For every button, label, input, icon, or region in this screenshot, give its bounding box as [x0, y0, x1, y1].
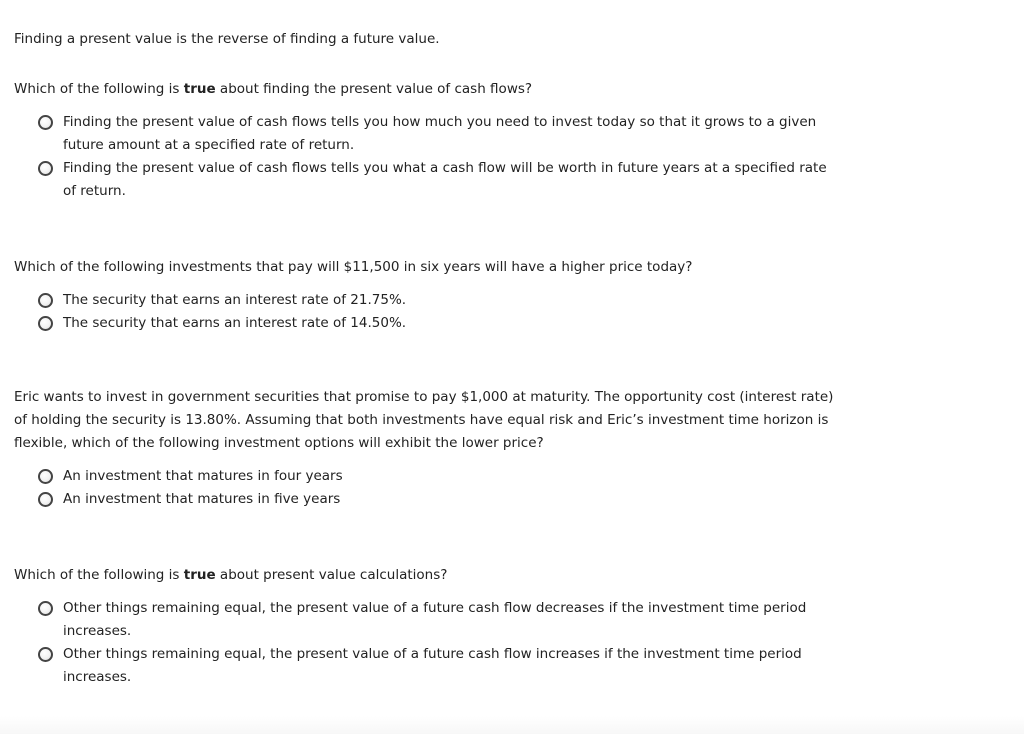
option-label: An investment that matures in four years — [63, 468, 343, 484]
question-3-option-2[interactable] — [38, 488, 834, 511]
option-label: The security that earns an interest rate of 14.50%. — [63, 315, 407, 331]
question-1-prompt — [14, 78, 834, 101]
prompt-emphasis: true — [183, 567, 216, 583]
question-2-option-1[interactable] — [38, 289, 834, 312]
radio-button-icon[interactable] — [38, 647, 53, 662]
question-4-prompt — [14, 564, 834, 587]
question-4 — [14, 564, 834, 689]
option-label: The security that earns an interest rate of 21.75%. — [63, 292, 407, 308]
radio-button-icon[interactable] — [38, 316, 53, 331]
question-3-options — [14, 465, 834, 511]
question-1-options — [14, 111, 834, 203]
radio-button-icon[interactable] — [38, 115, 53, 130]
question-4-options — [14, 597, 834, 689]
prompt-text: Which of the following is — [14, 81, 184, 97]
radio-button-icon[interactable] — [38, 601, 53, 616]
question-1-option-2[interactable] — [38, 157, 834, 203]
radio-button-icon[interactable] — [38, 293, 53, 308]
radio-button-icon[interactable] — [38, 492, 53, 507]
prompt-text: about present value calculations? — [215, 567, 448, 583]
option-label: An investment that matures in five years — [63, 491, 341, 507]
prompt-emphasis: true — [183, 81, 216, 97]
radio-button-icon[interactable] — [38, 161, 53, 176]
prompt-text: Which of the following is — [14, 567, 184, 583]
question-1 — [14, 78, 834, 203]
option-label: Other things remaining equal, the present value of a future cash flow increases if the investment time period increases. — [63, 646, 802, 685]
option-label: Finding the present value of cash flows tells you how much you need to invest today so that it grows to a given future amount at a specified rate of return. — [63, 114, 817, 153]
question-2-prompt: Which of the following investments that pay will $11,500 in six years will have a higher price today? — [14, 259, 693, 275]
question-2-options — [14, 289, 834, 335]
question-3-option-1[interactable] — [38, 465, 834, 488]
question-2-option-2[interactable] — [38, 312, 834, 335]
radio-button-icon[interactable] — [38, 469, 53, 484]
question-3-prompt: Eric wants to invest in government securities that promise to pay $1,000 at maturity. The opportunity cost (interest rate) of holding the security is 13.80%. Assuming that both investments have equal risk and Eric’s investment time horizon is flexible, which of the following investment options will exhibit the lower price? — [14, 389, 834, 451]
footer-shade — [0, 716, 1024, 734]
intro-text: Finding a present value is the reverse of finding a future value. — [14, 31, 440, 47]
prompt-text: about finding the present value of cash flows? — [215, 81, 533, 97]
question-3 — [14, 386, 834, 511]
option-label: Finding the present value of cash flows tells you what a cash flow will be worth in future years at a specified rate of return. — [63, 160, 827, 199]
question-2 — [14, 256, 834, 335]
option-label: Other things remaining equal, the present value of a future cash flow decreases if the investment time period increases. — [63, 600, 807, 639]
question-1-option-1[interactable] — [38, 111, 834, 157]
question-4-option-2[interactable] — [38, 643, 834, 689]
question-4-option-1[interactable] — [38, 597, 834, 643]
